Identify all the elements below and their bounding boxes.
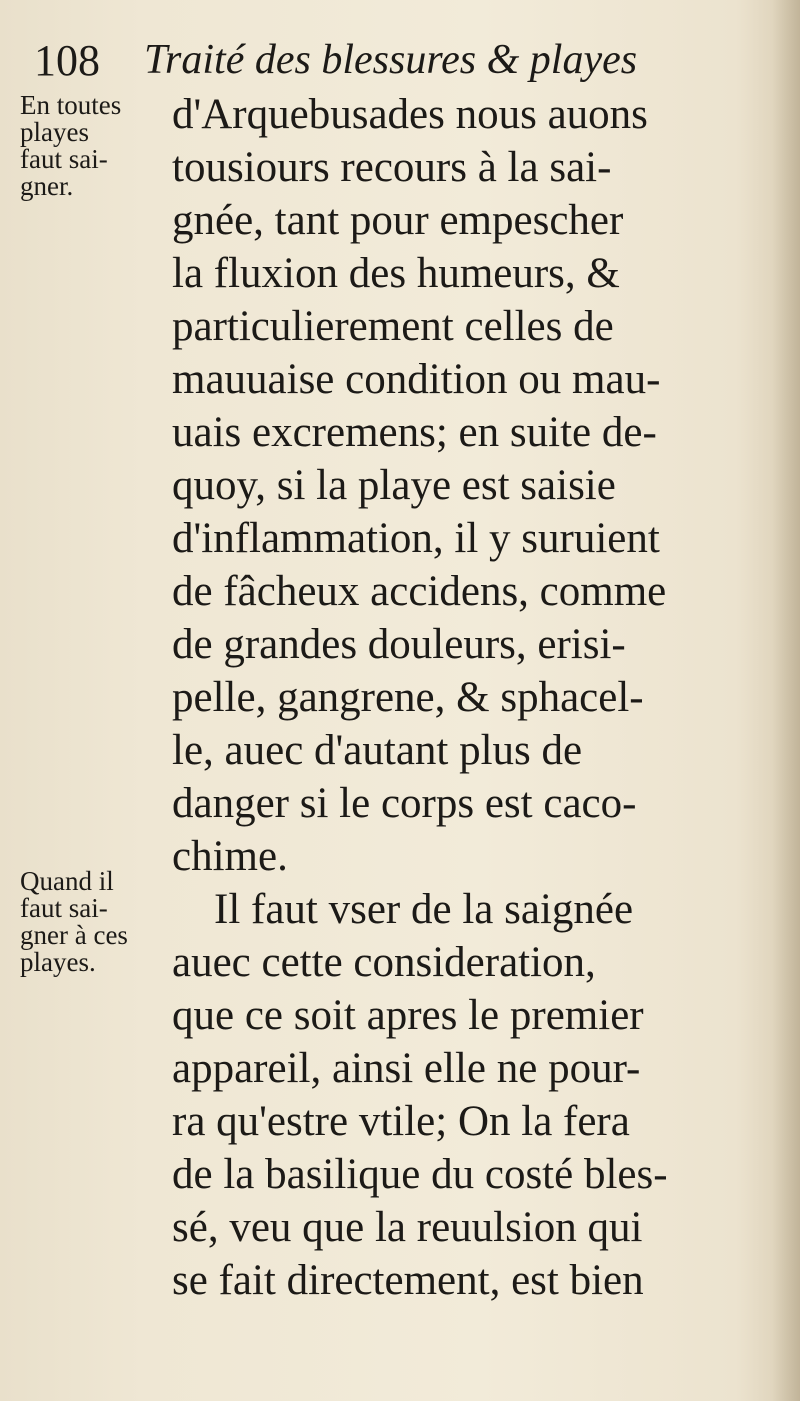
- margin-note-line: playes.: [20, 947, 96, 977]
- margin-note-1: [20, 92, 165, 200]
- margin-note-line: gner à ces: [20, 920, 128, 950]
- text-line: mauuaise condition ou mau-: [172, 356, 661, 403]
- running-title: Traité des blessures & playes: [144, 37, 638, 83]
- text-line: chime.: [172, 833, 288, 880]
- paragraph-start-line: Il faut vser de la saignée: [214, 886, 634, 933]
- text-line: que ce soit apres le premier: [172, 992, 644, 1039]
- margin-note-line: faut sai-: [20, 144, 108, 174]
- text-line: uais excremens; en suite de-: [172, 409, 657, 456]
- text-line: auec cette consideration,: [172, 939, 596, 986]
- text-line: la fluxion des humeurs, &: [172, 250, 620, 297]
- text-line: sé, veu que la reuulsion qui: [172, 1204, 643, 1251]
- margin-note-line: En toutes: [20, 90, 122, 120]
- margin-note-line: playes: [20, 117, 89, 147]
- text-line: d'inflammation, il y suruient: [172, 515, 660, 562]
- text-line: particulierement celles de: [172, 303, 614, 350]
- text-line: de fâcheux accidens, comme: [172, 568, 667, 615]
- margin-note-line: gner.: [20, 171, 74, 201]
- margin-note-line: faut sai-: [20, 893, 108, 923]
- text-line: tousiours recours à la sai-: [172, 144, 612, 191]
- margin-note-2: [20, 868, 165, 976]
- text-line: le, auec d'autant plus de: [172, 727, 583, 774]
- text-line: quoy, si la playe est saisie: [172, 462, 616, 509]
- text-line: d'Arquebusades nous auons: [172, 91, 648, 138]
- text-line: ra qu'estre vtile; On la fera: [172, 1098, 630, 1145]
- text-line: pelle, gangrene, & sphacel-: [172, 674, 644, 721]
- page-edge-shadow: [772, 0, 800, 1401]
- body-text: [172, 88, 712, 1307]
- text-line: se fait directement, est bien: [172, 1257, 644, 1304]
- page-header: [34, 30, 754, 92]
- text-line: appareil, ainsi elle ne pour-: [172, 1045, 641, 1092]
- text-line: gnée, tant pour empescher: [172, 197, 624, 244]
- text-line: danger si le corps est caco-: [172, 780, 637, 827]
- page-number: 108: [34, 36, 100, 85]
- text-line: de grandes douleurs, erisi-: [172, 621, 626, 668]
- margin-note-line: Quand il: [20, 866, 114, 896]
- text-line: de la basilique du costé bles-: [172, 1151, 668, 1198]
